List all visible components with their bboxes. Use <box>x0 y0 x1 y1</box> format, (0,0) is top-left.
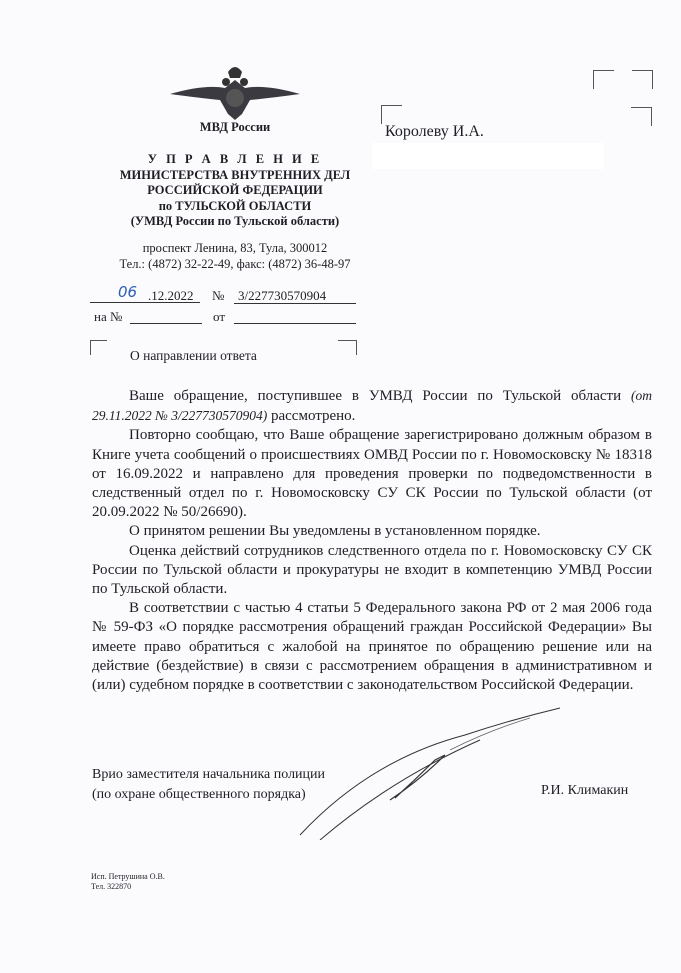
paragraph-2: Повторно сообщаю, что Ваше обращение зарегистрировано должным образом в Книге учета сообщений о происшествиях ОМВД России по г. Новомосковску № 18318 от 16.09.2022 и направлено для проведения проверки по подведомственности в следственный отдел по г. Новомосковску СУ СК России по Тульской области (от 20.09.2022 № 50/26690). <box>92 427 652 521</box>
eagle-emblem-icon <box>160 58 310 126</box>
corner-mark <box>632 70 653 89</box>
paragraph-5: В соответствии с частью 4 статьи 5 Федерального закона РФ от 2 мая 2006 года № 59-ФЗ «О порядке рассмотрения обращений граждан Российской Федерации» Вы имеете право обратиться с жалобой на принятое по обращению решение или на действие (бездействие) в связи с рассмотрением обращения в административном и (или) судебном порядке в соответствии с законодательством Российской Федерации. <box>92 600 652 694</box>
org-short-name: МВД России <box>199 120 271 134</box>
org-address: проспект Ленина, 83, Тула, 300012 <box>142 241 328 255</box>
handwritten-signature-icon <box>290 700 570 840</box>
reply-to-underline <box>130 323 202 324</box>
org-line: по ТУЛЬСКОЙ ОБЛАСТИ <box>158 198 312 213</box>
paragraph-1: Ваше обращение, поступившее в УМВД России по Тульской области (от 29.11.2022 № 3/227730570904) рассмотрено. <box>92 388 652 425</box>
org-line: МИНИСТЕРСТВА ВНУТРЕННИХ ДЕЛ <box>119 167 351 182</box>
corner-mark <box>631 107 652 126</box>
org-line: РОССИЙСКОЙ ФЕДЕРАЦИИ <box>147 183 323 197</box>
corner-mark <box>338 340 357 355</box>
paragraph-3: О принятом решении Вы уведомлены в установленном порядке. <box>129 523 541 540</box>
org-phones: Тел.: (4872) 32-22-49, факс: (4872) 36-48-97 <box>119 257 351 271</box>
from-underline <box>234 323 356 324</box>
org-line: У П Р А В Л Е Н И Е <box>147 152 323 166</box>
corner-mark <box>593 70 614 89</box>
executor-info <box>91 872 165 892</box>
number-underline <box>234 303 356 304</box>
subject-line: О направлении ответа <box>130 348 257 363</box>
org-contacts <box>95 240 375 272</box>
date-rest: .12.2022 <box>148 288 194 303</box>
executor-phone: Тел. 322870 <box>91 882 132 891</box>
reply-to-label: на № <box>94 309 123 324</box>
org-full-name <box>95 152 375 230</box>
redacted-address <box>372 143 604 169</box>
corner-mark <box>381 105 402 124</box>
position-line-1: Врио заместителя начальника полиции <box>92 767 326 782</box>
letter-body <box>92 386 652 695</box>
corner-mark <box>90 340 107 355</box>
recipient-name: Королеву И.А. <box>385 123 484 140</box>
reference-italic: (от 29.11.2022 № 3/227730570904) <box>92 388 652 424</box>
from-label: от <box>213 309 226 324</box>
signer-position <box>92 765 325 805</box>
number-label: № <box>212 288 225 303</box>
executor-name: Исп. Петрушина О.В. <box>91 872 165 881</box>
signer-name: Р.И. Климакин <box>541 783 629 798</box>
org-line: (УМВД России по Тульской области) <box>130 214 340 228</box>
document-number: 3/227730570904 <box>238 288 327 303</box>
date-day-handwritten: 06 <box>118 283 138 301</box>
paragraph-4: Оценка действий сотрудников следственного отдела по г. Новомосковску СУ СК России по Тульской области и прокуратуры не входит в компетенцию УМВД России по Тульской области. <box>92 542 652 598</box>
position-line-2: (по охране общественного порядка) <box>92 787 306 802</box>
